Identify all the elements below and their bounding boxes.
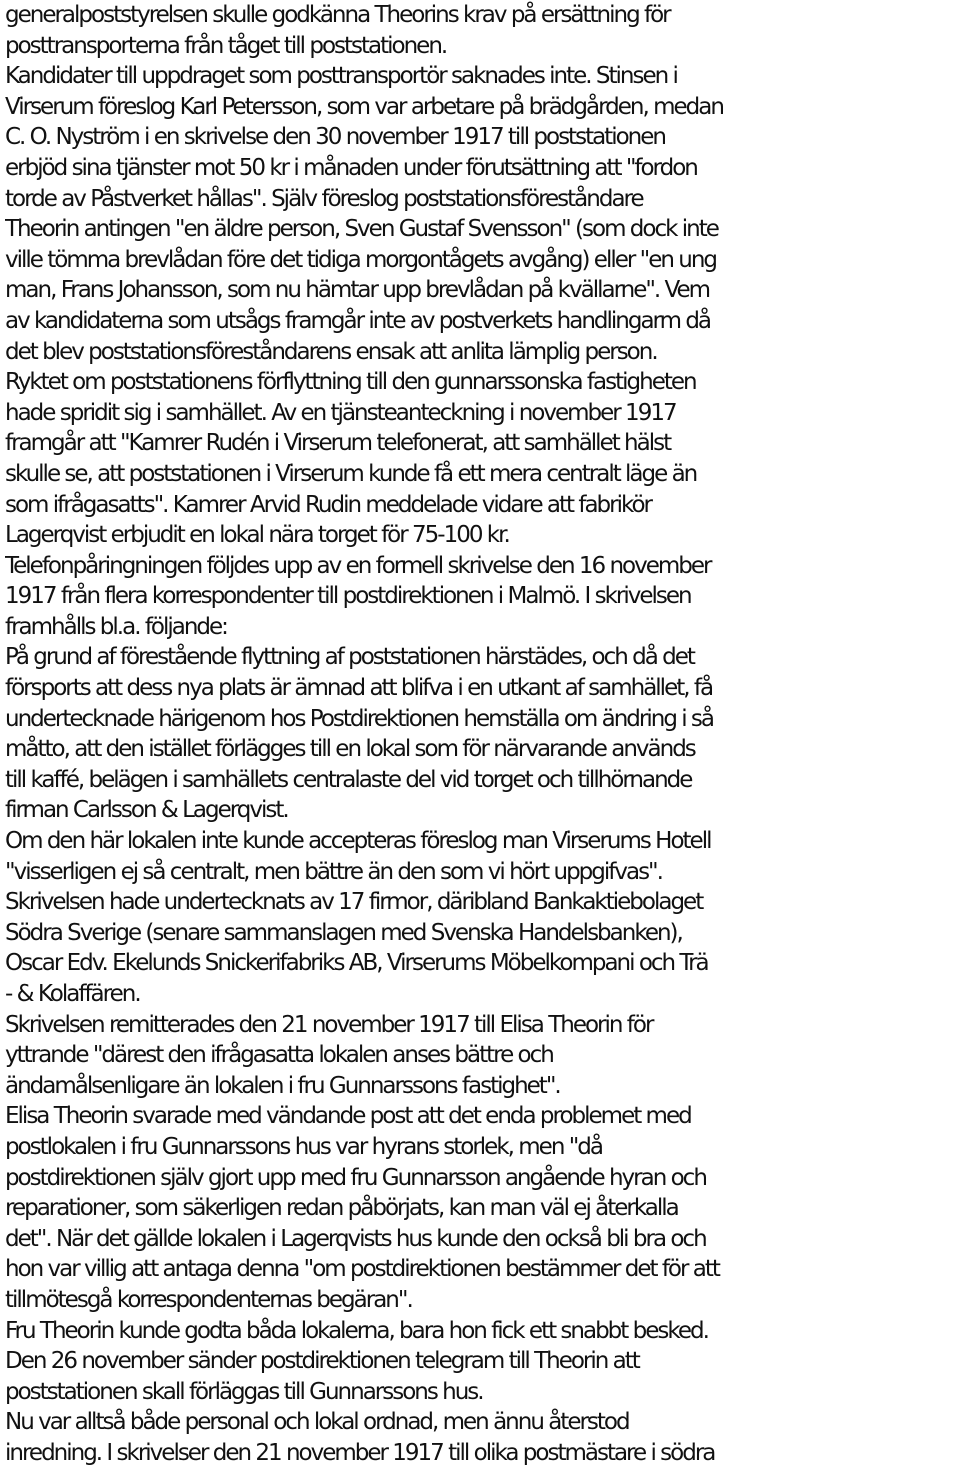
text-line: Om den här lokalen inte kunde accepteras föreslog man Virserums Hotell	[5, 828, 711, 855]
text-line: det blev poststationsföreståndarens ensak att anlita lämplig person.	[5, 338, 657, 365]
text-line: reparationer, som säkerligen redan påbörjats, kan man väl ej återkalla	[5, 1195, 678, 1222]
text-line: Elisa Theorin svarade med vändande post att det enda problemet med	[5, 1103, 691, 1130]
text-line: framhålls bl.a. följande:	[5, 613, 227, 640]
document-page	[5, 0, 957, 1469]
text-line: erbjöd sina tjänster mot 50 kr i månaden under förutsättning att "fordon	[5, 154, 697, 181]
text-line: skulle se, att poststationen i Virserum kunde få ett mera centralt läge än	[5, 460, 697, 487]
text-line: Theorin antingen "en äldre person, Sven Gustaf Svensson" (som dock inte	[5, 216, 718, 243]
text-line: poststationen skall förläggas till Gunnarssons hus.	[5, 1378, 483, 1405]
text-line: som ifrågasatts". Kamrer Arvid Rudin meddelade vidare att fabrikör	[5, 491, 652, 518]
text-line: av kandidaterna som utsågs framgår inte av postverkets handlingarm då	[5, 307, 711, 334]
text-line: tillmötesgå korrespondenternas begäran".	[5, 1286, 412, 1313]
text-line: undertecknade härigenom hos Postdirektionen hemställa om ändring i så	[5, 705, 714, 732]
text-line: hon var villig att antaga denna "om postdirektionen bestämmer det för att	[5, 1256, 719, 1283]
text-line: hade spridit sig i samhället. Av en tjänsteanteckning i november 1917	[5, 399, 676, 426]
text-line: Kandidater till uppdraget som posttransportör saknades inte. Stinsen i	[5, 63, 677, 90]
text-line: Oscar Edv. Ekelunds Snickerifabriks AB, Virserums Möbelkompani och Trä	[5, 950, 708, 977]
document-body-text	[5, 0, 957, 1469]
text-line: Fru Theorin kunde godta båda lokalerna, bara hon fick ett snabbt besked.	[5, 1317, 708, 1344]
text-line: Telefonpåringningen följdes upp av en formell skrivelse den 16 november	[5, 552, 711, 579]
text-line: postdirektionen själv gjort upp med fru Gunnarsson angående hyran och	[5, 1164, 706, 1191]
text-line: Virserum föreslog Karl Petersson, som var arbetare på brädgården, medan	[5, 93, 723, 120]
text-line: ville tömma brevlådan före det tidiga morgontågets avgång) eller "en ung	[5, 246, 717, 273]
text-line: C. O. Nyström i en skrivelse den 30 november 1917 till poststationen	[5, 124, 665, 151]
text-line: Södra Sverige (senare sammanslagen med Svenska Handelsbanken),	[5, 919, 682, 946]
text-line: det". När det gällde lokalen i Lagerqvists hus kunde den också bli bra och	[5, 1225, 706, 1252]
text-line: framgår att "Kamrer Rudén i Virserum telefonerat, att samhället hälst	[5, 430, 671, 457]
text-line: ändamålsenligare än lokalen i fru Gunnarssons fastighet".	[5, 1072, 560, 1099]
text-line: Lagerqvist erbjudit en lokal nära torget för 75-100 kr.	[5, 522, 509, 549]
text-line: firman Carlsson & Lagerqvist.	[5, 797, 288, 824]
text-line: inredning. I skrivelser den 21 november 1917 till olika postmästare i södra	[5, 1439, 715, 1466]
text-line: man, Frans Johansson, som nu hämtar upp brevlådan på kvällarne". Vem	[5, 277, 710, 304]
text-line: generalpoststyrelsen skulle godkänna Theorins krav på ersättning för	[5, 2, 670, 28]
text-line: Skrivelsen hade undertecknats av 17 firmor, däribland Bankaktiebolaget	[5, 889, 703, 916]
text-line: postlokalen i fru Gunnarssons hus var hyrans storlek, men "då	[5, 1133, 602, 1160]
text-line: yttrande "därest den ifrågasatta lokalen anses bättre och	[5, 1042, 553, 1069]
text-line: - & Kolaffären.	[5, 981, 140, 1007]
text-line: försports att dess nya plats är ämnad att blifva i en utkant af samhället, få	[5, 675, 713, 702]
text-line: måtto, att den istället förlägges till en lokal som för närvarande används	[5, 736, 695, 763]
text-line: Ryktet om poststationens förflyttning till den gunnarssonska fastigheten	[5, 369, 696, 396]
text-line: Skrivelsen remitterades den 21 november 1917 till Elisa Theorin för	[5, 1011, 653, 1038]
text-line: 1917 från flera korrespondenter till postdirektionen i Malmö. I skrivelsen	[5, 583, 691, 610]
text-line: posttransporterna från tåget till poststationen.	[5, 32, 447, 59]
text-line: torde av Påstverket hållas". Själv föreslog poststationsföreståndare	[5, 185, 643, 212]
text-line: "visserligen ej så centralt, men bättre än den som vi hört uppgifvas".	[5, 858, 662, 885]
text-line: På grund af förestående flyttning af poststationen härstädes, och då det	[5, 644, 694, 671]
text-line: till kaffé, belägen i samhällets centralaste del vid torget och tillhörnande	[5, 766, 692, 793]
text-line: Nu var alltså både personal och lokal ordnad, men ännu återstod	[5, 1409, 629, 1436]
text-line: Den 26 november sänder postdirektionen telegram till Theorin att	[5, 1348, 639, 1375]
